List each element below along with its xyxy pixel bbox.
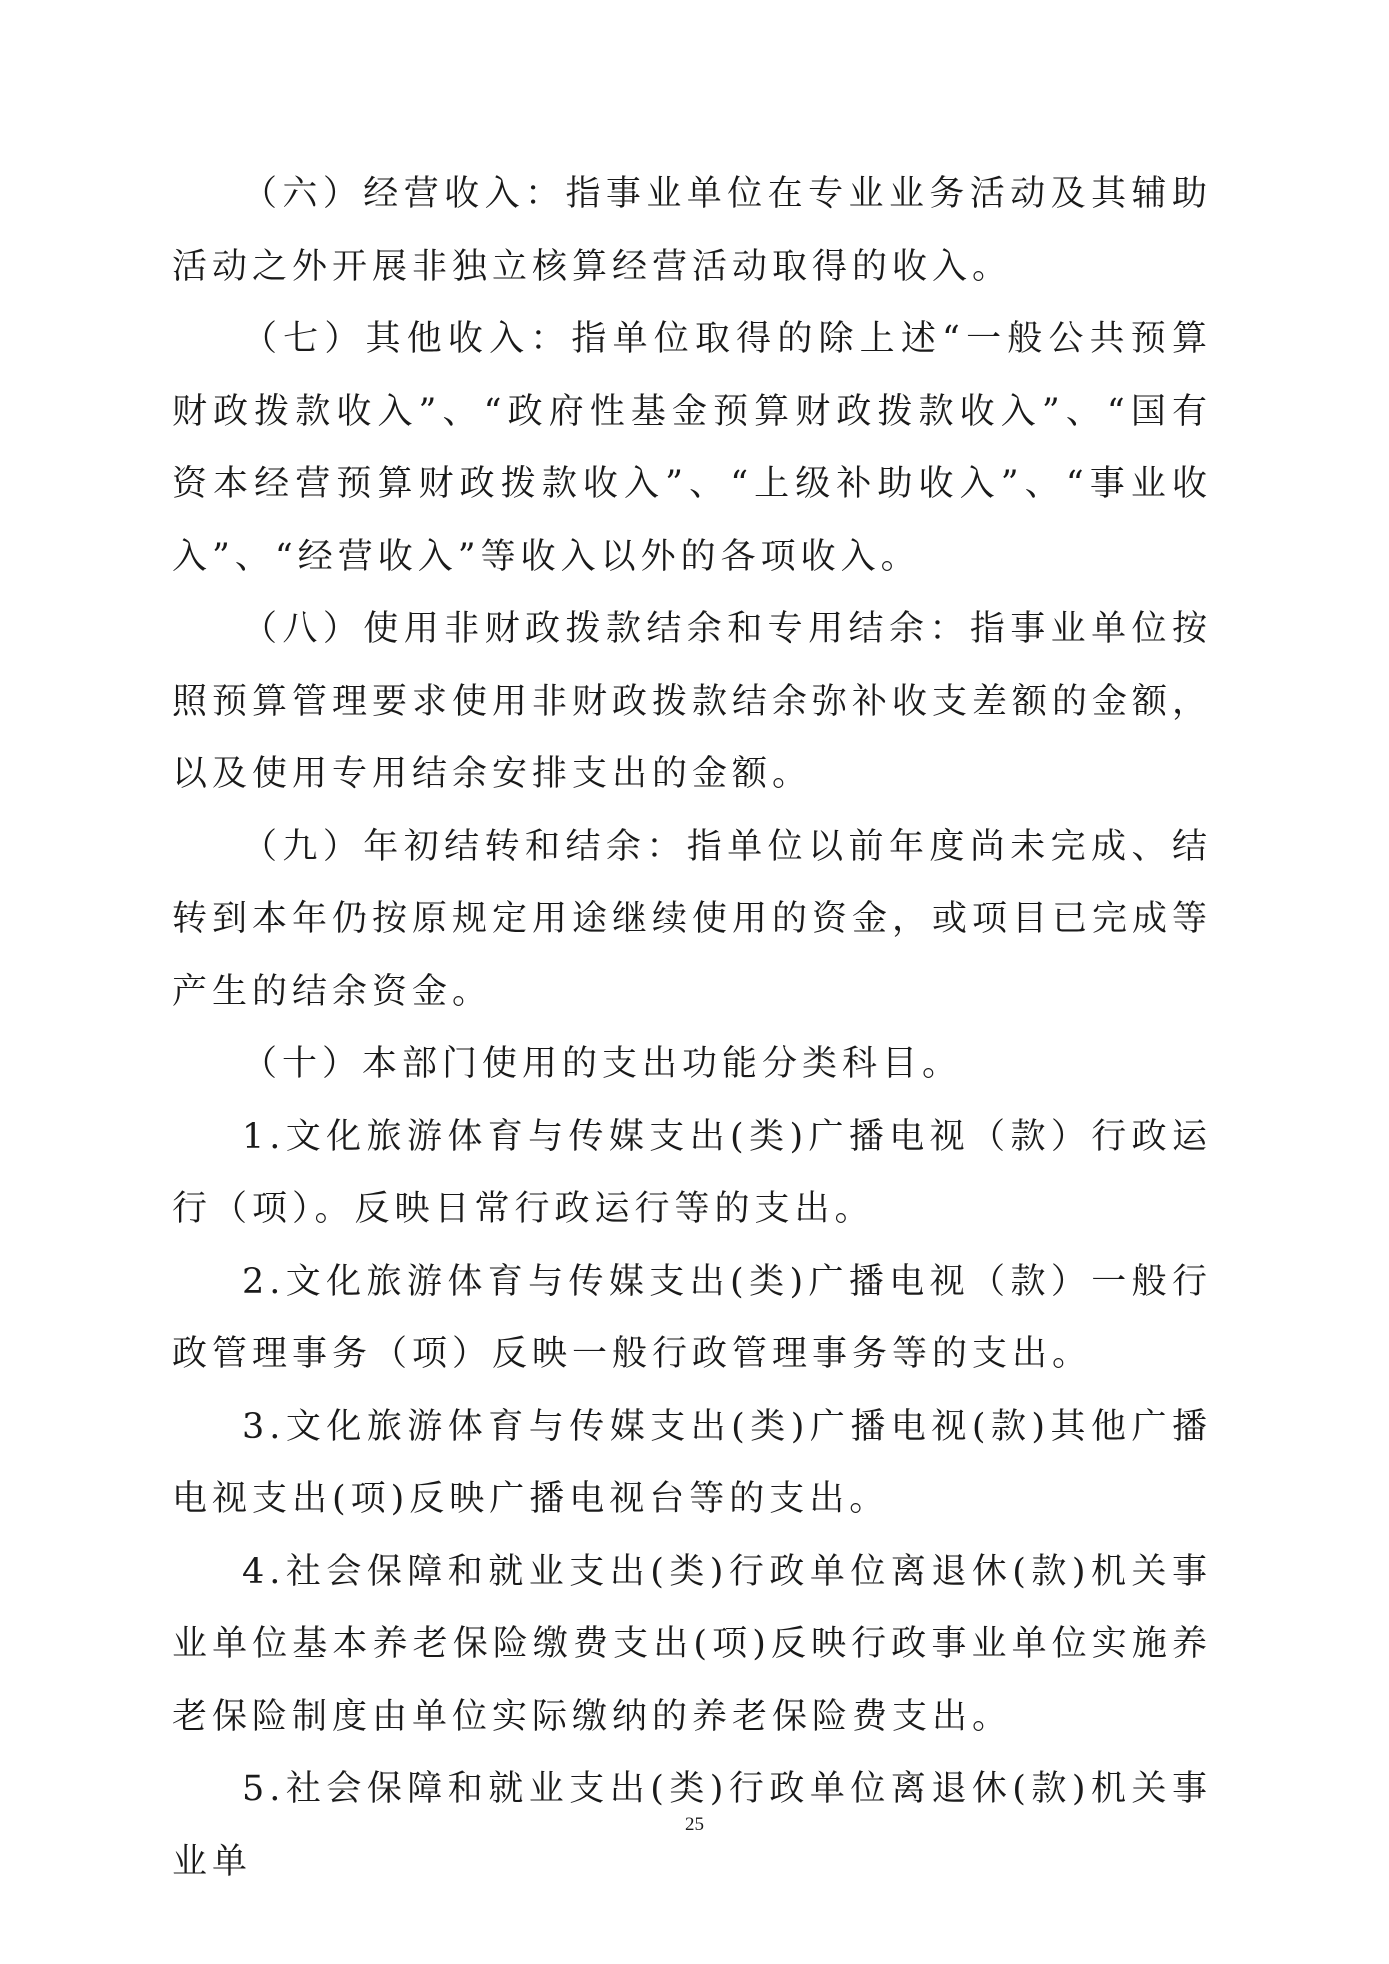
list-item-2: 2.文化旅游体育与传媒支出(类)广播电视（款）一般行政管理事务（项）反映一般行政管理事务等的支出。	[172, 1261, 1212, 1374]
paragraph-carryover-balance: （九）年初结转和结余：指单位以前年度尚未完成、结转到本年仍按原规定用途继续使用的资金，或项目已完成等产生的结余资金。	[172, 826, 1213, 1012]
paragraph-business-income: （六）经营收入：指事业单位在专业业务活动及其辅助活动之外开展非独立核算经营活动取得的收入。	[172, 174, 1212, 287]
paragraph-expenditure-categories: （十）本部门使用的支出功能分类科目。	[242, 1044, 963, 1084]
page-number: 25	[685, 1814, 704, 1835]
document-body	[172, 158, 1212, 1898]
paragraph-non-fiscal-balance: （八）使用非财政拨款结余和专用结余：指事业单位按照预算管理要求使用非财政拨款结余弥补收支差额的金额，以及使用专用结余安排支出的金额。	[172, 609, 1213, 794]
list-item-1: 1.文化旅游体育与传媒支出(类)广播电视（款）行政运行（项）。反映日常行政运行等的支出。	[172, 1116, 1212, 1229]
paragraph-other-income: （七）其他收入：指单位取得的除上述“一般公共预算财政拨款收入”、“政府性基金预算财政拨款收入”、“国有资本经营预算财政拨款收入”、“上级补助收入”、“事业收入”、“经营收入”等收入以外的各项收入。	[172, 319, 1212, 577]
list-item-5: 5.社会保障和就业支出(类)行政单位离退休(款)机关事业单	[172, 1769, 1212, 1882]
list-item-3: 3.文化旅游体育与传媒支出(类)广播电视(款)其他广播电视支出(项)反映广播电视台等的支出。	[172, 1406, 1212, 1519]
list-item-4: 4.社会保障和就业支出(类)行政单位离退休(款)机关事业单位基本养老保险缴费支出(项)反映行政事业单位实施养老保险制度由单位实际缴纳的养老保险费支出。	[172, 1551, 1212, 1737]
